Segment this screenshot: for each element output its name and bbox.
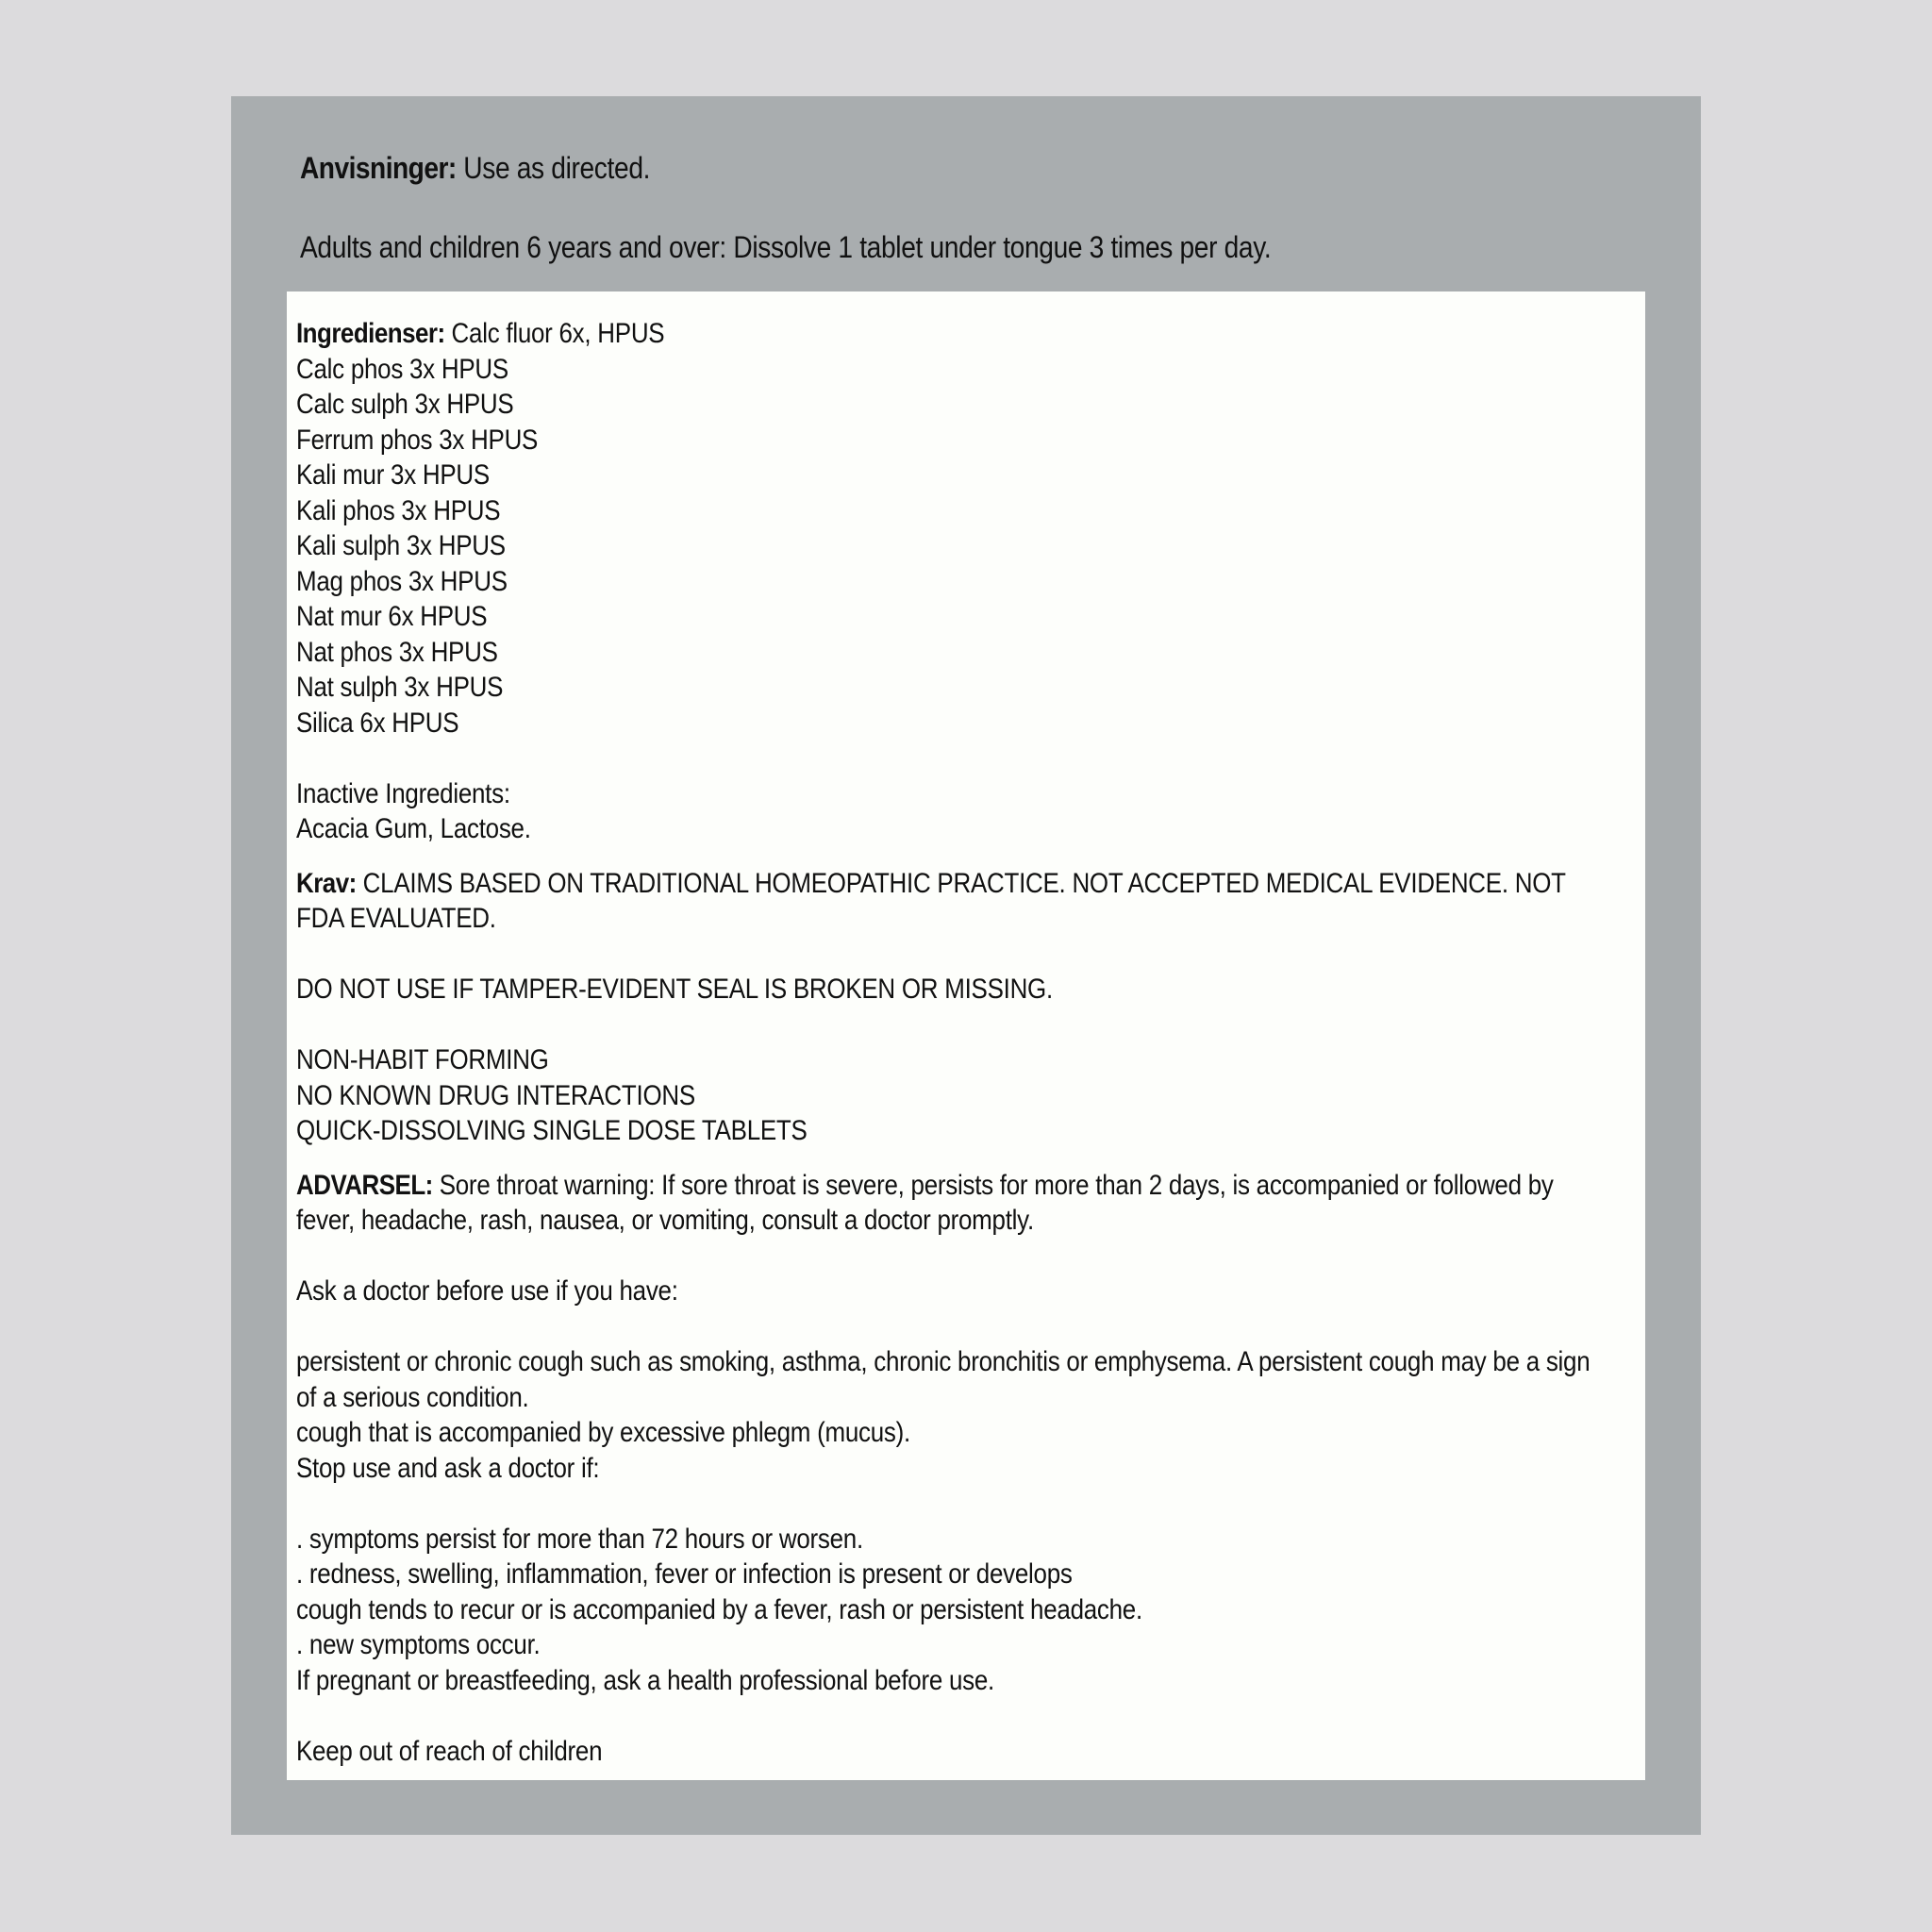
warnings-text: Sore throat warning: If sore throat is severe, persists for more than 2 days, is accompanied or followed by fever, headache, rash, nausea, or vomiting, consult a doctor promptly. [296,1169,1554,1236]
ingredient-item: Nat mur 6x HPUS [296,601,488,632]
ingredient-item: Ferrum phos 3x HPUS [296,424,539,456]
pregnancy-warning: If pregnant or breastfeeding, ask a health professional before use. [296,1664,994,1696]
claims-section [296,866,1591,1149]
feature-item: NON-HABIT FORMING [296,1044,549,1075]
ingredient-item: Nat phos 3x HPUS [296,636,498,668]
directions-label: Anvisninger: [300,151,457,185]
stop-list-item: cough tends to recur or is accompanied by a fever, rash or persistent headache. [296,1593,1142,1625]
feature-item: NO KNOWN DRUG INTERACTIONS [296,1079,695,1111]
stop-list-item: . new symptoms occur. [296,1629,541,1660]
warnings-paragraph [296,1168,1591,1239]
ingredient-item: Kali phos 3x HPUS [296,494,501,526]
ingredients-first-line [296,316,1591,352]
ingredient-item: Silica 6x HPUS [296,707,459,739]
ingredients-section [296,316,1591,847]
stop-use-heading: Stop use and ask a doctor if: [296,1452,600,1484]
ingredient-item: Kali mur 3x HPUS [296,459,490,491]
stop-list-item: . symptoms persist for more than 72 hours or worsen. [296,1523,863,1555]
ask-doctor-heading: Ask a doctor before use if you have: [296,1275,678,1307]
stop-list-item: . redness, swelling, inflammation, fever or infection is present or develops [296,1558,1073,1590]
dosage-text: Adults and children 6 years and over: Dissolve 1 tablet under tongue 3 times per day. [300,230,1272,264]
condition-item: persistent or chronic cough such as smoking, asthma, chronic bronchitis or emphysema. A persistent cough may be a sign of a serious condition. [296,1346,1591,1413]
warnings-label: ADVARSEL: [296,1169,433,1201]
feature-item: QUICK-DISSOLVING SINGLE DOSE TABLETS [296,1115,808,1146]
claims-label: Krav: [296,867,357,899]
inactive-ingredients-heading: Inactive Ingredients: [296,777,510,809]
info-card-text [296,316,1591,1769]
ingredient-item: Mag phos 3x HPUS [296,565,508,597]
directions-text: Use as directed. [456,151,651,185]
ingredients-label: Ingredienser: [296,318,445,349]
ingredient-item: Calc sulph 3x HPUS [296,389,514,420]
directions-line [300,149,1479,187]
seal-warning: DO NOT USE IF TAMPER-EVIDENT SEAL IS BROKEN OR MISSING. [296,974,1053,1005]
condition-item: cough that is accompanied by excessive phlegm (mucus). [296,1417,910,1448]
directions-section [300,149,1479,266]
claims-text: CLAIMS BASED ON TRADITIONAL HOMEOPATHIC PRACTICE. NOT ACCEPTED MEDICAL EVIDENCE. NOT FDA EVALUATED. [296,867,1566,934]
ingredient-item: Nat sulph 3x HPUS [296,672,504,703]
keep-out-warning: Keep out of reach of children [296,1735,603,1767]
inactive-ingredients-list: Acacia Gum, Lactose. [296,813,531,844]
warnings-section [296,1168,1591,1770]
claims-paragraph [296,866,1591,937]
ingredient-item: Calc fluor 6x, HPUS [444,318,665,349]
ingredient-item: Calc phos 3x HPUS [296,353,508,385]
ingredient-item: Kali sulph 3x HPUS [296,530,506,561]
label-panel [231,96,1701,1835]
info-card [287,291,1645,1780]
